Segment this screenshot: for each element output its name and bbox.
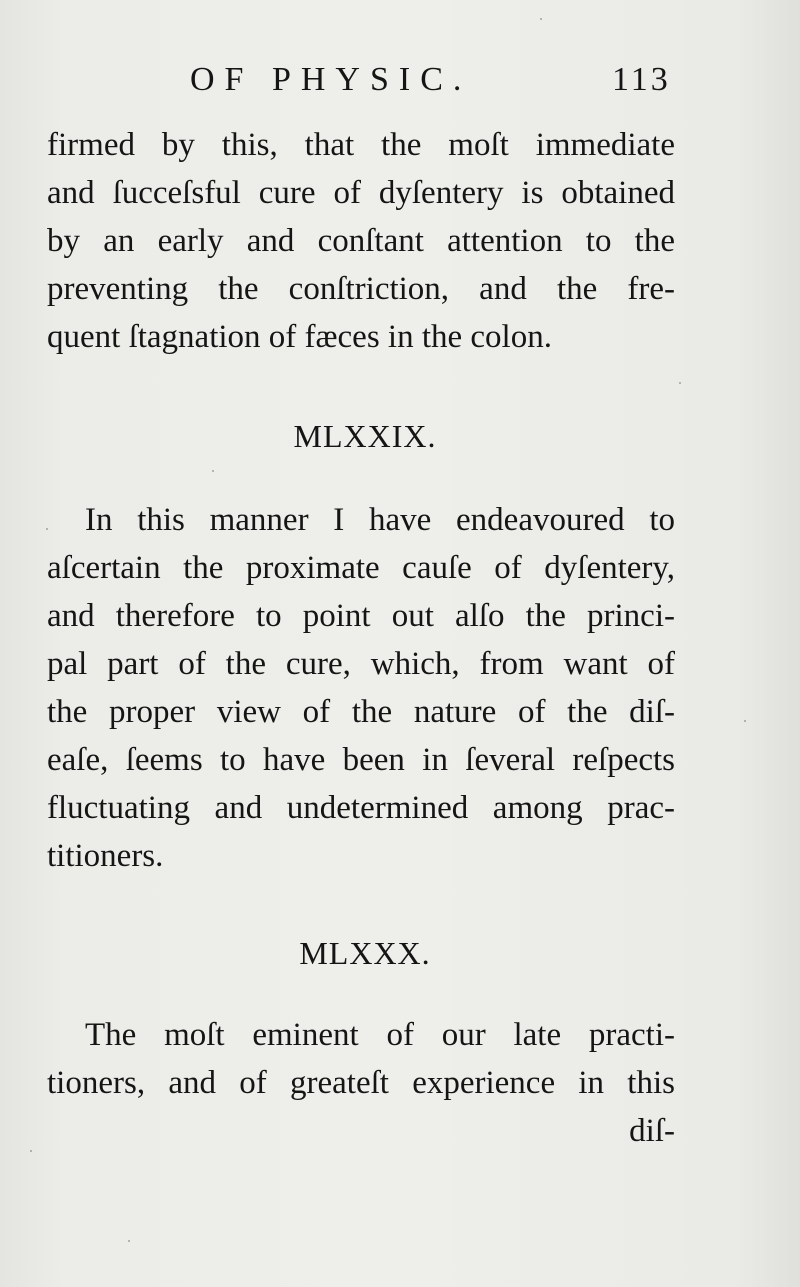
paper-speck — [540, 18, 542, 20]
text-line: quent ſtagnation of fæces in the colon. — [47, 319, 552, 355]
text-line: and therefore to point out alſo the princi- — [47, 598, 675, 634]
paper-speck — [744, 720, 746, 722]
page-number: 113 — [612, 61, 671, 98]
text-line: firmed by this, that the moſt immediate — [47, 127, 675, 163]
text-line: preventing the conſtriction, and the fre- — [47, 271, 675, 307]
paper-speck — [46, 528, 48, 530]
text-line: fluctuating and undetermined among prac- — [47, 790, 675, 826]
text-line: by an early and conſtant attention to the — [47, 223, 675, 259]
text-line: In this manner I have endeavoured to — [85, 502, 675, 538]
text-line: aſcertain the proximate cauſe of dyſentery, — [47, 550, 675, 586]
text-line: titioners. — [47, 838, 164, 874]
running-head — [0, 55, 800, 105]
paper-speck — [679, 382, 681, 384]
running-title: OF PHYSIC. — [190, 61, 472, 98]
text-line: eaſe, ſeems to have been in ſeveral reſpects — [47, 742, 675, 778]
section-heading: MLXXIX. — [293, 418, 437, 454]
paper-speck — [128, 1240, 130, 1242]
section-heading: MLXXX. — [299, 935, 431, 971]
paper-speck — [30, 1150, 32, 1152]
text-line: tioners, and of greateſt experience in this — [47, 1065, 675, 1101]
text-line: and ſucceſsful cure of dyſentery is obtained — [47, 175, 675, 211]
text-line: the proper view of the nature of the diſ- — [47, 694, 675, 730]
catchword: diſ- — [629, 1113, 675, 1149]
text-line: The moſt eminent of our late practi- — [85, 1017, 675, 1053]
paper-speck — [212, 470, 214, 472]
text-line: pal part of the cure, which, from want of — [47, 646, 675, 682]
